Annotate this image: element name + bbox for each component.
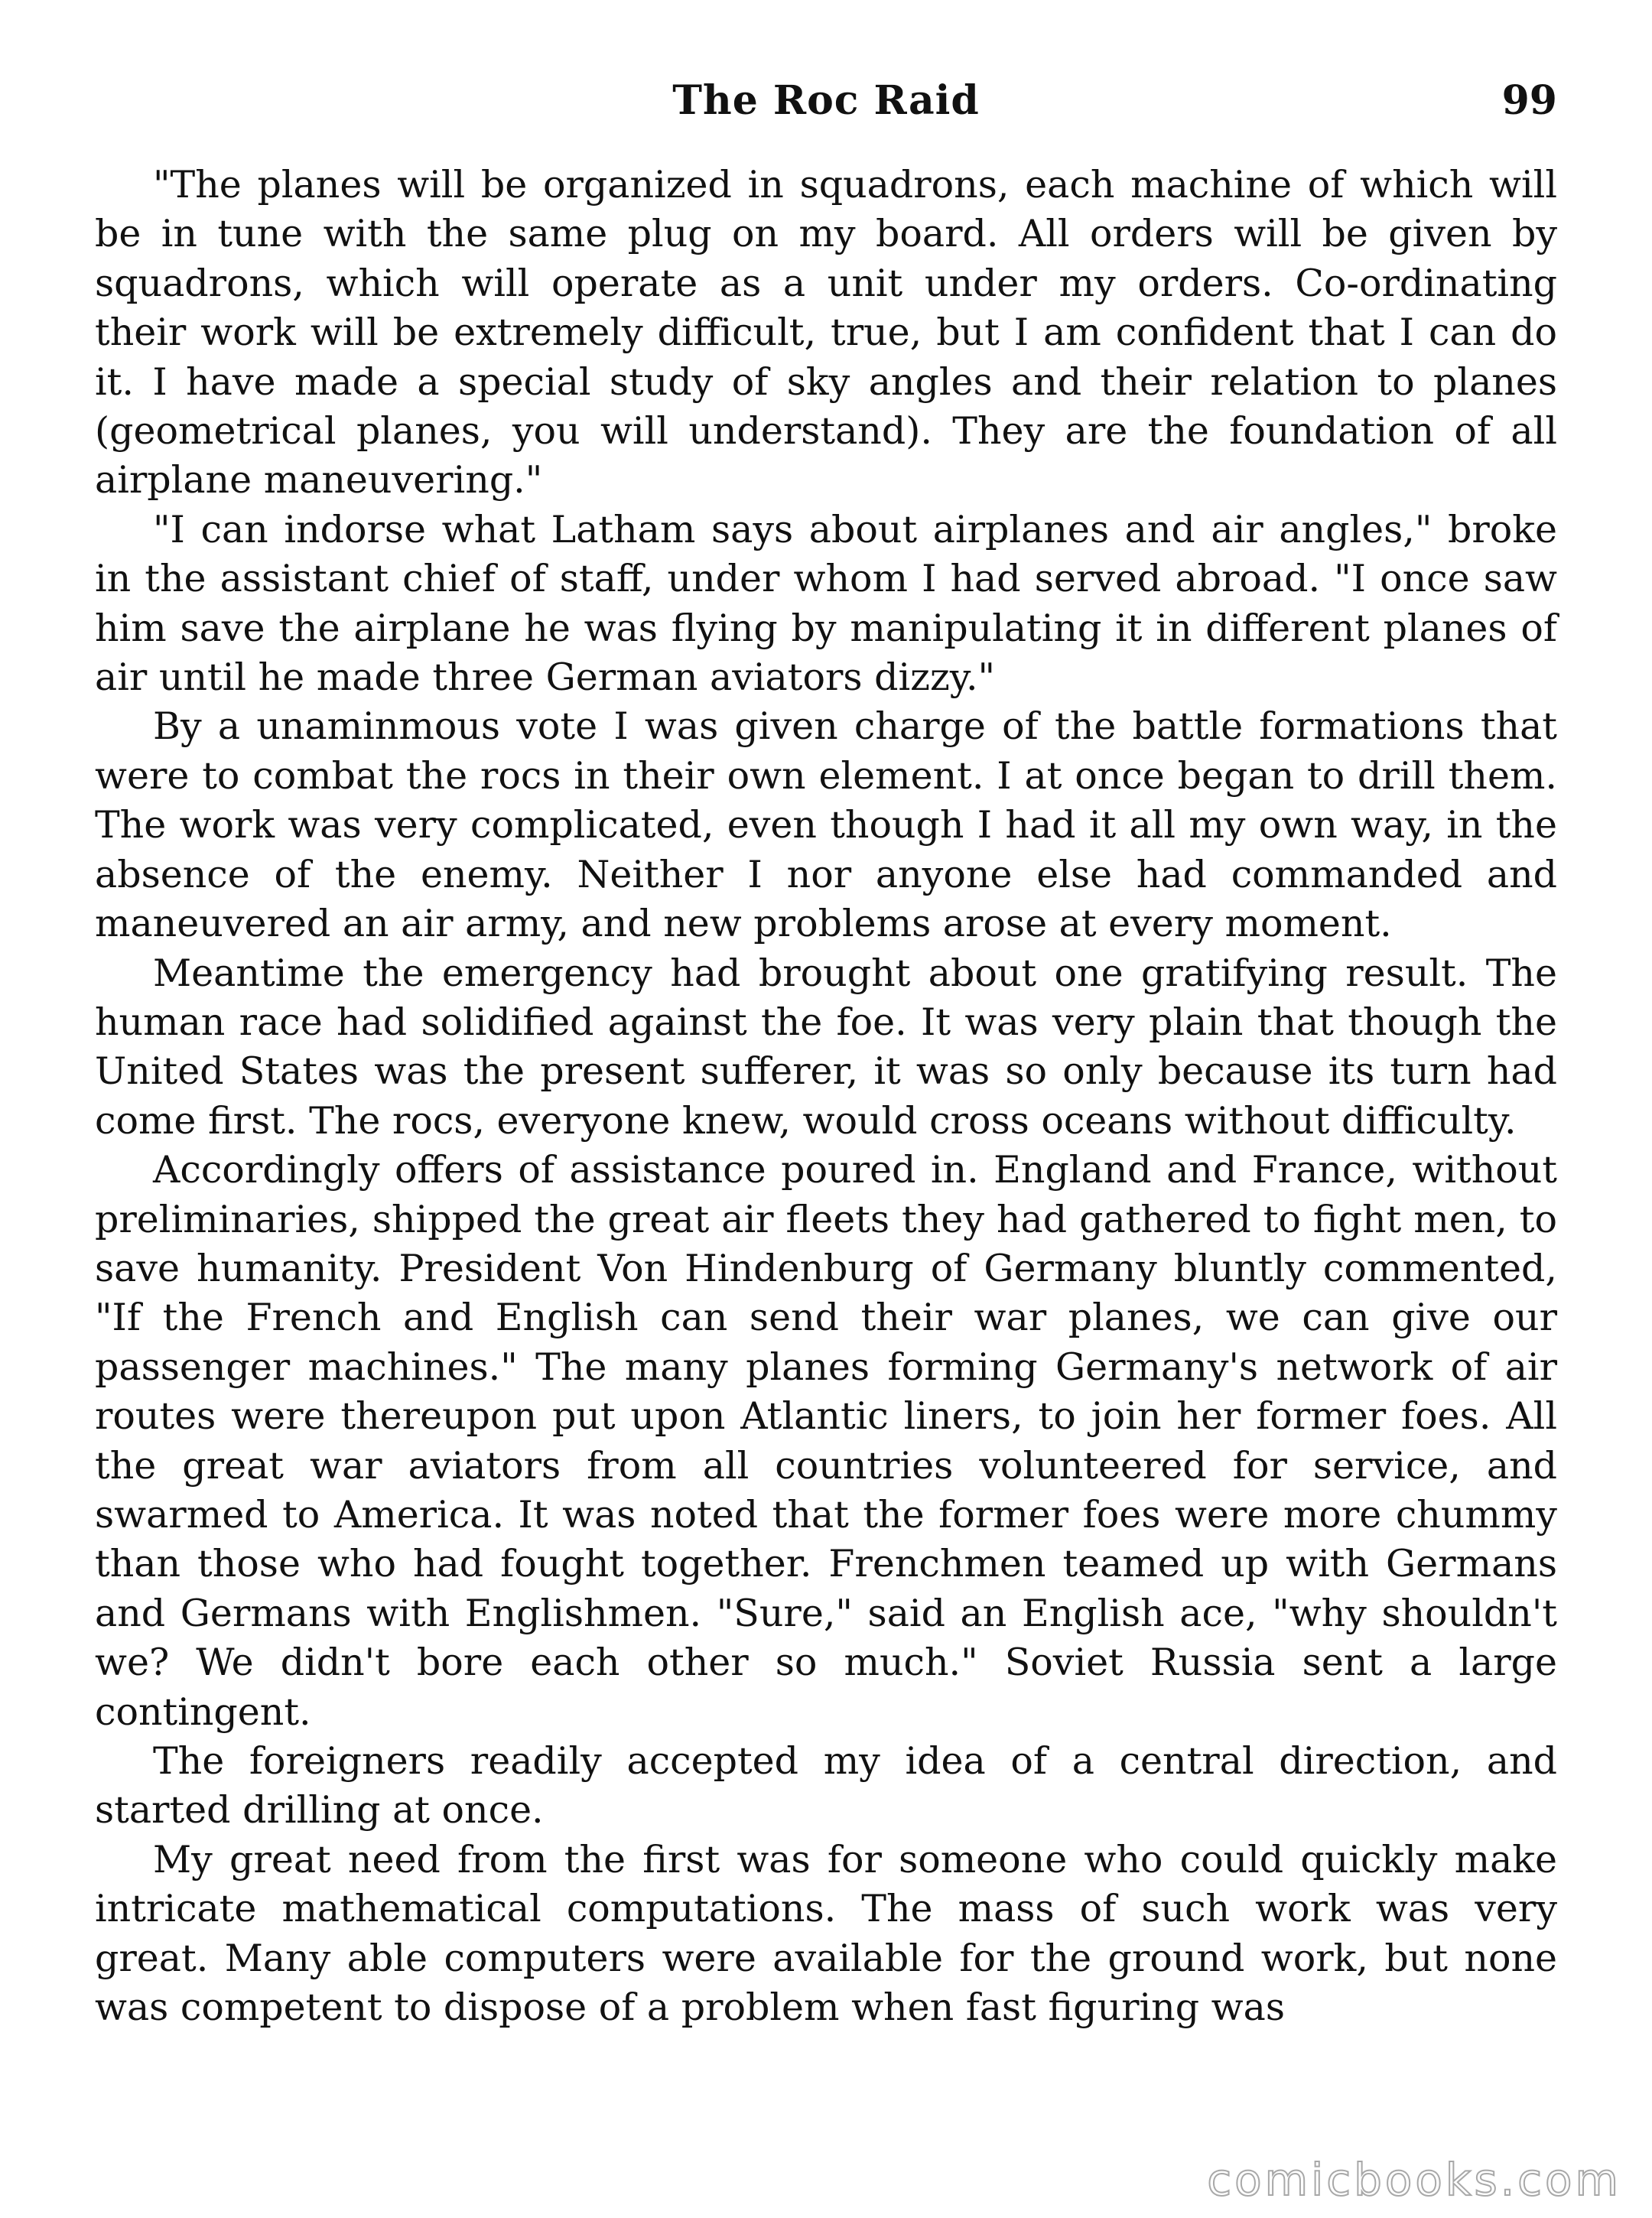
paragraph-1: "The planes will be organized in squadrons, each machine of which will be in tune with the same plug on my board. All orders will be given by squadrons, which will operate as a unit under my orders. Co-ordinating their work will be extremely difficult, true, but I am confident that I can do it. I have made a special study of sky angles and their relation to planes (geometrical planes, you will understand). They are the foundation of all airplane maneuvering."	[95, 163, 1557, 502]
paragraph-3: By a unaminmous vote I was given charge of the battle formations that were to combat the rocs in their own element. I at once began to drill them. The work was very complicated, even though I had it all my own way, in the absence of the enemy. Neither I nor anyone else had commanded and maneuvered an air army, and new problems arose at every moment.	[95, 704, 1557, 946]
paragraph-6: The foreigners readily accepted my idea of a central direction, and started drilling at once.	[95, 1739, 1557, 1833]
watermark: comicbooks.com	[1207, 2154, 1621, 2206]
chapter-title: The Roc Raid	[672, 77, 980, 124]
paragraph-2: "I can indorse what Latham says about airplanes and air angles," broke in the assistant chief of staff, under whom I had served abroad. "I once saw him save the airplane he was flying by manipulating it in different planes of air until he made three German aviators dizzy."	[95, 507, 1557, 700]
paragraph-7: My great need from the first was for someone who could quickly make intricate mathematical computations. The mass of such work was very great. Many able computers were available for the ground work, but none was competent to dispose of a problem when fast figuring was	[95, 1837, 1557, 2030]
page-number: 99	[1501, 77, 1557, 124]
body-text	[95, 161, 1557, 2032]
paragraph-4: Meantime the emergency had brought about one gratifying result. The human race had solidified against the foe. It was very plain that though the United States was the present sufferer, it was so only because its turn had come first. The rocs, everyone knew, would cross oceans without difficulty.	[95, 951, 1557, 1143]
running-head	[95, 70, 1557, 132]
paragraph-5: Accordingly offers of assistance poured in. England and France, without preliminaries, shipped the great air fleets they had gathered to fight men, to save humanity. President Von Hindenburg of Germany bluntly commented, "If the French and English can send their war planes, we can give our passenger machines." The many planes forming Germany's network of air routes were thereupon put upon Atlantic liners, to join her former foes. All the great war aviators from all countries volunteered for service, and swarmed to America. It was noted that the former foes were more chummy than those who had fought together. Frenchmen teamed up with Germans and Germans with Englishmen. "Sure," said an English ace, "why shouldn't we? We didn't bore each other so much." Soviet Russia sent a large contingent.	[95, 1148, 1557, 1734]
